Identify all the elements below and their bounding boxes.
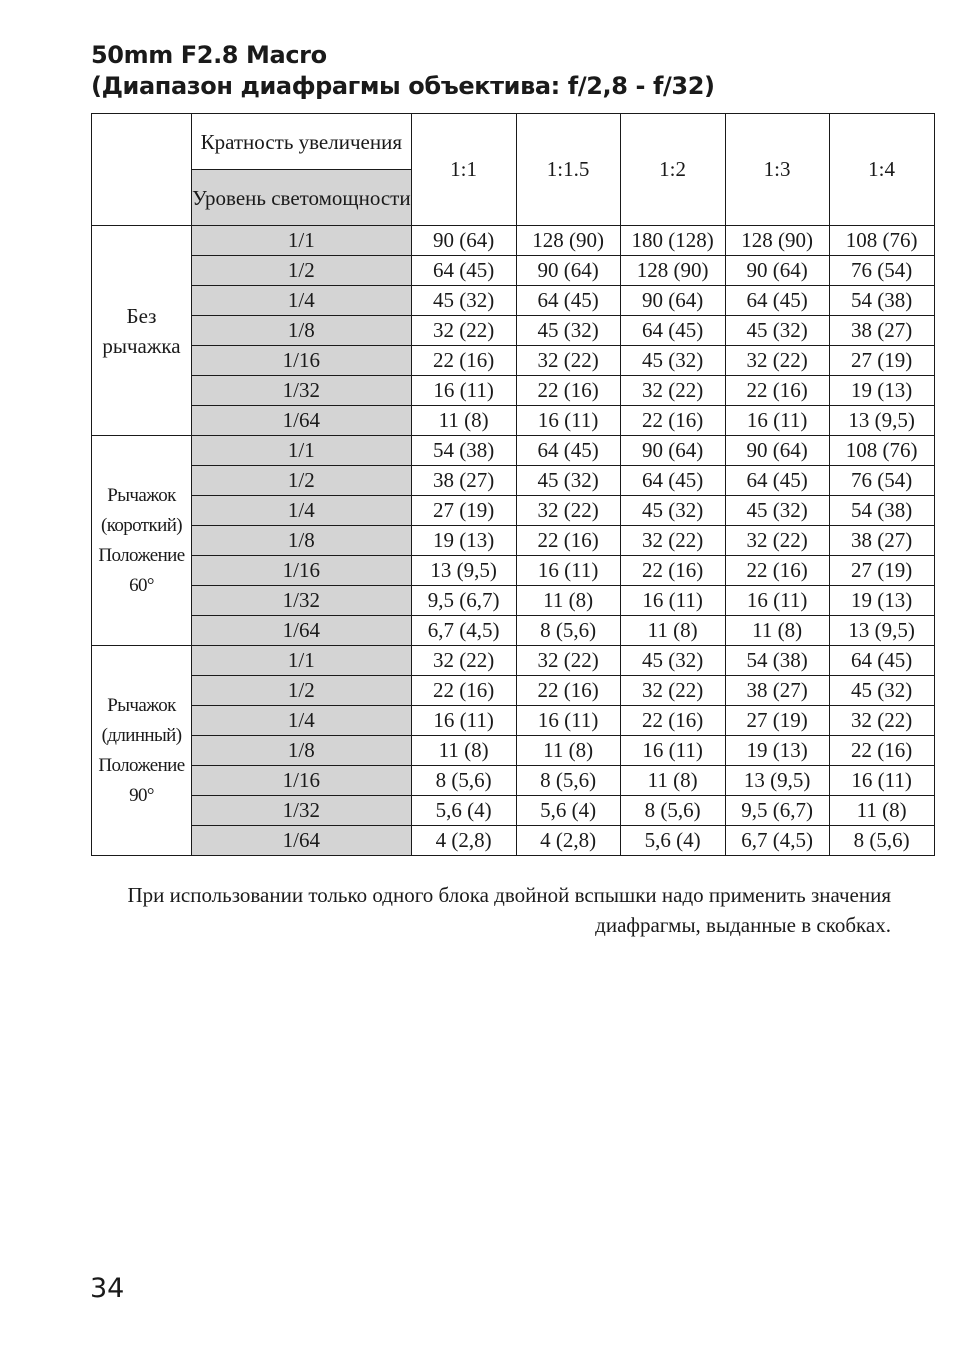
aperture-value-cell: 108 (76) (829, 436, 934, 466)
aperture-value-cell: 5,6 (4) (620, 826, 725, 856)
aperture-value-cell: 64 (45) (620, 466, 725, 496)
aperture-value-cell: 128 (90) (725, 226, 829, 256)
aperture-value-cell: 13 (9,5) (829, 616, 934, 646)
light-level-cell: 1/4 (192, 286, 412, 316)
aperture-value-cell: 19 (13) (411, 526, 516, 556)
aperture-value-cell: 11 (8) (725, 616, 829, 646)
aperture-value-cell: 108 (76) (829, 226, 934, 256)
aperture-value-cell: 6,7 (4,5) (725, 826, 829, 856)
aperture-value-cell: 22 (16) (620, 556, 725, 586)
light-level-cell: 1/16 (192, 346, 412, 376)
group-label: Рычажок (короткий) Положение 60° (92, 436, 192, 646)
aperture-value-cell: 11 (8) (516, 736, 620, 766)
table-row (92, 406, 935, 436)
aperture-value-cell: 38 (27) (829, 316, 934, 346)
corner-blank-cell (92, 114, 192, 226)
col-header-1: 1:1 (411, 114, 516, 226)
aperture-value-cell: 32 (22) (620, 526, 725, 556)
aperture-value-cell: 19 (13) (725, 736, 829, 766)
aperture-value-cell: 64 (45) (725, 286, 829, 316)
aperture-value-cell: 32 (22) (620, 676, 725, 706)
aperture-value-cell: 22 (16) (620, 706, 725, 736)
table-row (92, 616, 935, 646)
aperture-value-cell: 16 (11) (516, 706, 620, 736)
aperture-value-cell: 22 (16) (620, 406, 725, 436)
aperture-value-cell: 8 (5,6) (620, 796, 725, 826)
aperture-value-cell: 45 (32) (411, 286, 516, 316)
table-row (92, 556, 935, 586)
light-level-cell: 1/1 (192, 436, 412, 466)
table-row (92, 436, 935, 466)
table-row (92, 796, 935, 826)
section-title (91, 40, 911, 102)
aperture-value-cell: 54 (38) (411, 436, 516, 466)
footnote: При использовании только одного блока двойной вспышки надо применить значения диафрагмы, выданные в скобках. (127, 883, 891, 937)
table-row (92, 586, 935, 616)
aperture-value-cell: 16 (11) (829, 766, 934, 796)
aperture-value-cell: 16 (11) (620, 586, 725, 616)
aperture-value-cell: 76 (54) (829, 256, 934, 286)
light-level-cell: 1/32 (192, 376, 412, 406)
aperture-value-cell: 22 (16) (411, 676, 516, 706)
table-row (92, 286, 935, 316)
light-level-cell: 1/2 (192, 256, 412, 286)
aperture-value-cell: 45 (32) (516, 466, 620, 496)
aperture-value-cell: 11 (8) (411, 406, 516, 436)
aperture-value-cell: 22 (16) (516, 376, 620, 406)
aperture-value-cell: 76 (54) (829, 466, 934, 496)
aperture-value-cell: 8 (5,6) (516, 766, 620, 796)
aperture-value-cell: 5,6 (4) (516, 796, 620, 826)
aperture-value-cell: 38 (27) (411, 466, 516, 496)
aperture-value-cell: 16 (11) (411, 376, 516, 406)
aperture-value-cell: 90 (64) (516, 256, 620, 286)
aperture-value-cell: 16 (11) (725, 586, 829, 616)
aperture-value-cell: 45 (32) (620, 646, 725, 676)
table-row (92, 676, 935, 706)
aperture-value-cell: 8 (5,6) (829, 826, 934, 856)
col-header-2: 1:1.5 (516, 114, 620, 226)
aperture-table (91, 113, 935, 856)
aperture-value-cell: 90 (64) (620, 286, 725, 316)
aperture-value-cell: 6,7 (4,5) (411, 616, 516, 646)
aperture-value-cell: 64 (45) (516, 436, 620, 466)
aperture-value-cell: 13 (9,5) (411, 556, 516, 586)
light-level-cell: 1/32 (192, 796, 412, 826)
aperture-value-cell: 16 (11) (516, 406, 620, 436)
group-label: Без рычажка (92, 226, 192, 436)
aperture-value-cell: 32 (22) (516, 496, 620, 526)
aperture-value-cell: 27 (19) (829, 346, 934, 376)
title-line-2: (Диапазон диафрагмы объектива: f/2,8 - f/32) (91, 72, 715, 100)
aperture-value-cell: 22 (16) (829, 736, 934, 766)
aperture-value-cell: 22 (16) (725, 556, 829, 586)
light-level-cell: 1/32 (192, 586, 412, 616)
aperture-value-cell: 4 (2,8) (516, 826, 620, 856)
light-level-cell: 1/16 (192, 556, 412, 586)
header-row-top (92, 114, 935, 170)
aperture-value-cell: 32 (22) (620, 376, 725, 406)
aperture-value-cell: 22 (16) (411, 346, 516, 376)
page-number: 34 (90, 1273, 125, 1304)
aperture-value-cell: 9,5 (6,7) (411, 586, 516, 616)
aperture-value-cell: 19 (13) (829, 586, 934, 616)
aperture-value-cell: 180 (128) (620, 226, 725, 256)
light-level-cell: 1/8 (192, 526, 412, 556)
aperture-value-cell: 32 (22) (411, 646, 516, 676)
light-level-cell: 1/4 (192, 496, 412, 526)
aperture-value-cell: 32 (22) (516, 646, 620, 676)
light-level-cell: 1/4 (192, 706, 412, 736)
aperture-value-cell: 16 (11) (725, 406, 829, 436)
light-level-cell: 1/1 (192, 226, 412, 256)
aperture-value-cell: 64 (45) (620, 316, 725, 346)
aperture-value-cell: 13 (9,5) (725, 766, 829, 796)
aperture-value-cell: 19 (13) (829, 376, 934, 406)
aperture-value-cell: 54 (38) (725, 646, 829, 676)
table-row (92, 316, 935, 346)
table-row (92, 346, 935, 376)
aperture-value-cell: 11 (8) (516, 586, 620, 616)
aperture-value-cell: 45 (32) (725, 496, 829, 526)
aperture-value-cell: 22 (16) (516, 676, 620, 706)
aperture-value-cell: 22 (16) (516, 526, 620, 556)
aperture-value-cell: 45 (32) (725, 316, 829, 346)
col-header-4: 1:3 (725, 114, 829, 226)
aperture-value-cell: 90 (64) (620, 436, 725, 466)
aperture-value-cell: 64 (45) (725, 466, 829, 496)
light-level-cell: 1/1 (192, 646, 412, 676)
table-row (92, 376, 935, 406)
aperture-value-cell: 8 (5,6) (411, 766, 516, 796)
col-header-5: 1:4 (829, 114, 934, 226)
light-level-cell: 1/64 (192, 616, 412, 646)
aperture-value-cell: 11 (8) (620, 616, 725, 646)
aperture-value-cell: 45 (32) (620, 496, 725, 526)
aperture-value-cell: 45 (32) (516, 316, 620, 346)
header-magnification: Кратность увеличения (192, 114, 412, 170)
aperture-value-cell: 8 (5,6) (516, 616, 620, 646)
aperture-value-cell: 16 (11) (411, 706, 516, 736)
light-level-cell: 1/2 (192, 676, 412, 706)
aperture-value-cell: 11 (8) (829, 796, 934, 826)
table-row (92, 736, 935, 766)
aperture-value-cell: 27 (19) (725, 706, 829, 736)
aperture-value-cell: 22 (16) (725, 376, 829, 406)
header-light-level: Уровень светомощности (192, 170, 412, 226)
light-level-cell: 1/2 (192, 466, 412, 496)
aperture-value-cell: 90 (64) (725, 256, 829, 286)
aperture-value-cell: 54 (38) (829, 496, 934, 526)
aperture-value-cell: 32 (22) (516, 346, 620, 376)
table-row (92, 226, 935, 256)
aperture-value-cell: 32 (22) (829, 706, 934, 736)
table-row (92, 826, 935, 856)
aperture-value-cell: 16 (11) (516, 556, 620, 586)
aperture-value-cell: 54 (38) (829, 286, 934, 316)
light-level-cell: 1/64 (192, 406, 412, 436)
table-row (92, 766, 935, 796)
aperture-value-cell: 128 (90) (516, 226, 620, 256)
aperture-value-cell: 64 (45) (516, 286, 620, 316)
light-level-cell: 1/64 (192, 826, 412, 856)
table-row (92, 706, 935, 736)
aperture-value-cell: 4 (2,8) (411, 826, 516, 856)
aperture-value-cell: 32 (22) (725, 526, 829, 556)
aperture-value-cell: 27 (19) (411, 496, 516, 526)
table-row (92, 466, 935, 496)
aperture-value-cell: 5,6 (4) (411, 796, 516, 826)
table-row (92, 526, 935, 556)
aperture-value-cell: 38 (27) (829, 526, 934, 556)
aperture-value-cell: 9,5 (6,7) (725, 796, 829, 826)
table-row (92, 256, 935, 286)
aperture-value-cell: 32 (22) (725, 346, 829, 376)
aperture-value-cell: 13 (9,5) (829, 406, 934, 436)
aperture-value-cell: 90 (64) (411, 226, 516, 256)
aperture-value-cell: 64 (45) (411, 256, 516, 286)
table-row (92, 646, 935, 676)
aperture-value-cell: 64 (45) (829, 646, 934, 676)
col-header-3: 1:2 (620, 114, 725, 226)
aperture-value-cell: 11 (8) (411, 736, 516, 766)
light-level-cell: 1/16 (192, 766, 412, 796)
aperture-value-cell: 11 (8) (620, 766, 725, 796)
group-label: Рычажок (длинный) Положение 90° (92, 646, 192, 856)
aperture-value-cell: 45 (32) (620, 346, 725, 376)
aperture-value-cell: 27 (19) (829, 556, 934, 586)
aperture-value-cell: 128 (90) (620, 256, 725, 286)
title-line-1: 50mm F2.8 Macro (91, 41, 327, 69)
aperture-value-cell: 38 (27) (725, 676, 829, 706)
light-level-cell: 1/8 (192, 736, 412, 766)
aperture-value-cell: 16 (11) (620, 736, 725, 766)
aperture-value-cell: 32 (22) (411, 316, 516, 346)
table-row (92, 496, 935, 526)
light-level-cell: 1/8 (192, 316, 412, 346)
aperture-value-cell: 90 (64) (725, 436, 829, 466)
aperture-value-cell: 45 (32) (829, 676, 934, 706)
